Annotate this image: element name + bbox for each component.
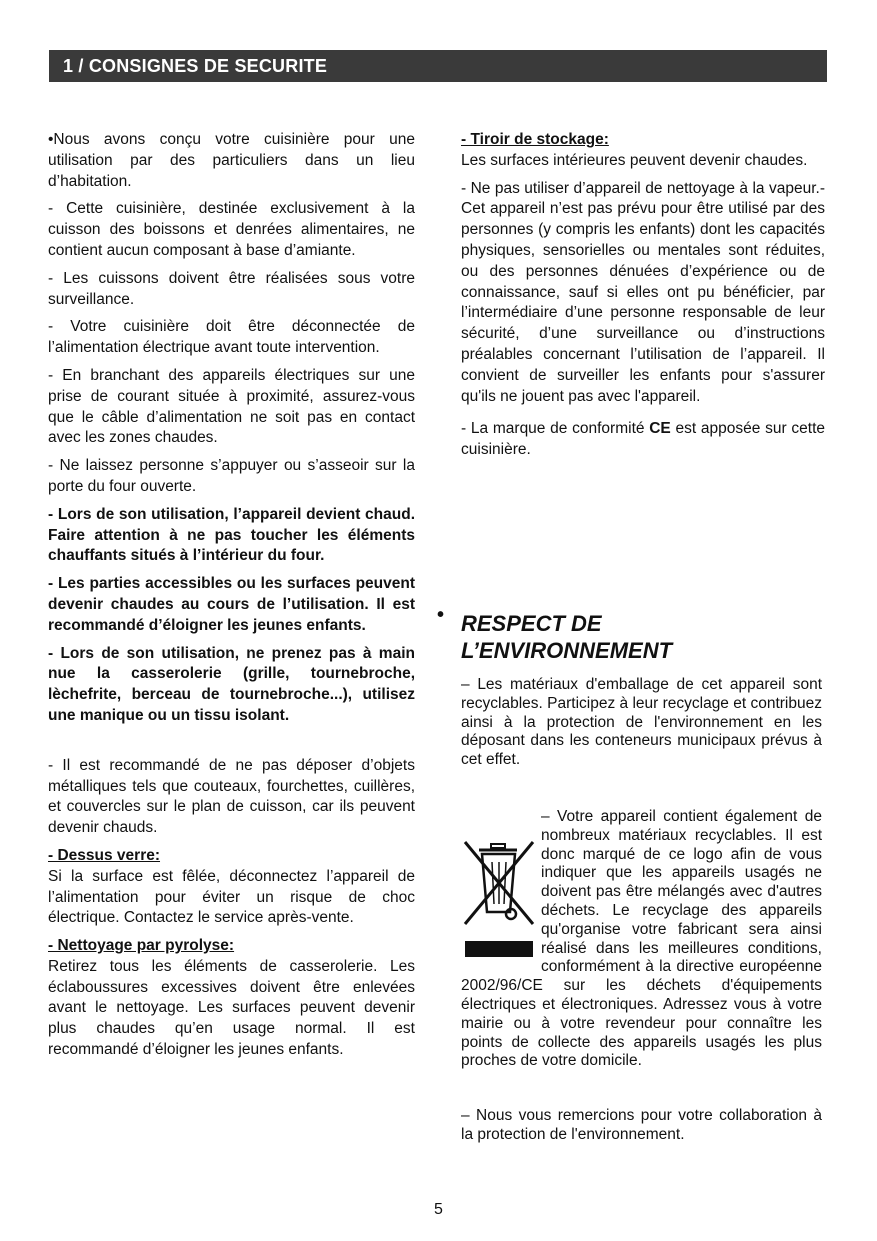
- glass-top-heading: - Dessus verre:: [48, 846, 161, 864]
- steam-cleaning-paragraph: - Ne pas utiliser d’appareil de nettoyage à la vapeur.- Cet appareil n’est pas prévu pour être utilisé par des personnes (y compris les enfants) dont les capacités physiques, sensorielles ou mentales sont réduites, ou des personnes dénuées d’expérience ou de connaissance, sauf si elles ont pu bénéficier, par l’intermédiaire d’une personne responsable de leur sécurité, d’une surveillance ou d’instructions préalables concernant l’utilisation de l’appareil. Il convient de surveiller les enfants pour s'assurer qu'ils ne jouent pas avec l'appareil.: [461, 179, 825, 405]
- environment-bullet: •: [437, 604, 445, 626]
- crossed-bin-icon: [461, 838, 537, 938]
- section-title-bar: 1 / CONSIGNES DE SECURITE: [49, 50, 827, 82]
- safety-paragraph: - En branchant des appareils électriques sur une prise de courant située à proximité, assurez-vous que le câble d’alimentation ne soit pas en contact avec les zones chaudes.: [48, 366, 415, 447]
- weee-black-bar: [465, 941, 533, 957]
- page-number: 5: [434, 1201, 443, 1218]
- safety-paragraph: - Il est recommandé de ne pas déposer d’objets métalliques tels que couteaux, fourchettes, cuillères, et couvercles sur le plan de cuisson, car ils peuvent devenir chauds.: [48, 756, 415, 837]
- warning-paragraph: - Lors de son utilisation, l’appareil devient chaud. Faire attention à ne pas toucher les éléments chauffants situés à l’intérieur du four.: [48, 505, 415, 565]
- packaging-paragraph: – Les matériaux d'emballage de cet appareil sont recyclables. Participez à leur recyclage et contribuez ainsi à la protection de l'environnement en les déposant dans les conteneurs municipaux prévus à cet effet.: [461, 676, 822, 769]
- safety-paragraph: - Ne laissez personne s’appuyer ou s’asseoir sur la porte du four ouverte.: [48, 457, 415, 495]
- safety-paragraph: - Les cuissons doivent être réalisées sous votre surveillance.: [48, 269, 415, 308]
- environment-title-line1: RESPECT DE: [461, 611, 602, 636]
- ce-text-after: est apposée sur cette cuisinière.: [461, 420, 825, 459]
- safety-paragraph: - Cette cuisinière, destinée exclusivement à la cuisson des boissons et denrées alimentaires, ne contient aucun composant à base d’amiante.: [48, 200, 415, 259]
- left-column: [48, 130, 415, 1068]
- intro-paragraph: •Nous avons conçu votre cuisinière pour une utilisation par des particuliers dans un lieu d’habitation.: [48, 131, 415, 190]
- environment-title: [461, 610, 825, 664]
- safety-paragraph: - Votre cuisinière doit être déconnectée de l’alimentation électrique avant toute intervention.: [48, 318, 415, 357]
- weee-logo: [461, 826, 537, 960]
- glass-top-text: Si la surface est fêlée, déconnectez l’appareil de l’alimentation pour éviter un risque de choc électrique. Contactez le service après-vente.: [48, 867, 415, 927]
- pyrolysis-text: Retirez tous les éléments de casserolerie. Les éclaboussures excessives doivent être enlevées avant le nettoyage. Les surfaces peuvent devenir plus chaudes qu’en usage normal. Il est recommandé d’éloigner les jeunes enfants.: [48, 957, 415, 1059]
- ce-mark: CE: [649, 420, 671, 438]
- weee-paragraph: [461, 808, 822, 1071]
- weee-block: [461, 808, 822, 1071]
- environment-title-line2: L’ENVIRONNEMENT: [461, 638, 673, 663]
- weee-text: – Votre appareil contient également de nombreux matériaux recyclables. Il est donc marqué de ce logo afin de vous indiquer que les appareils usagés ne doivent pas être mélangés avec d'autres déchets. Le recyclage des appareils qu'organise votre fabricant sera ainsi réalisé dans les meilleures conditions, conformément à la directive européenne 2002/96/CE sur les déchets d'équipements électriques et électroniques. Adressez vous à votre mairie ou à votre revendeur pour connaître les points de collecte des appareils usagés les plus proches de votre domicile.: [461, 808, 822, 1070]
- ce-text-before: - La marque de conformité: [461, 420, 650, 438]
- right-column: [461, 130, 825, 468]
- pyrolysis-heading: - Nettoyage par pyrolyse:: [48, 937, 235, 955]
- thanks-paragraph: – Nous vous remercions pour votre collaboration à la protection de l'environnement.: [461, 1107, 822, 1143]
- storage-drawer-text: Les surfaces intérieures peuvent devenir chaudes.: [461, 151, 808, 169]
- warning-paragraph: - Lors de son utilisation, ne prenez pas à main nue la casserolerie (grille, tournebroche, lèchefrite, berceau de tournebroche...), utilisez une manique ou un tissu isolant.: [48, 644, 415, 724]
- ce-paragraph: [461, 419, 825, 461]
- storage-drawer-heading: - Tiroir de stockage:: [461, 131, 609, 148]
- warning-paragraph: - Les parties accessibles ou les surfaces peuvent devenir chaudes au cours de l’utilisation. Il est recommandé d’éloigner les jeunes enfants.: [48, 575, 415, 634]
- thanks-block: [461, 1107, 822, 1145]
- packaging-block: [461, 676, 822, 770]
